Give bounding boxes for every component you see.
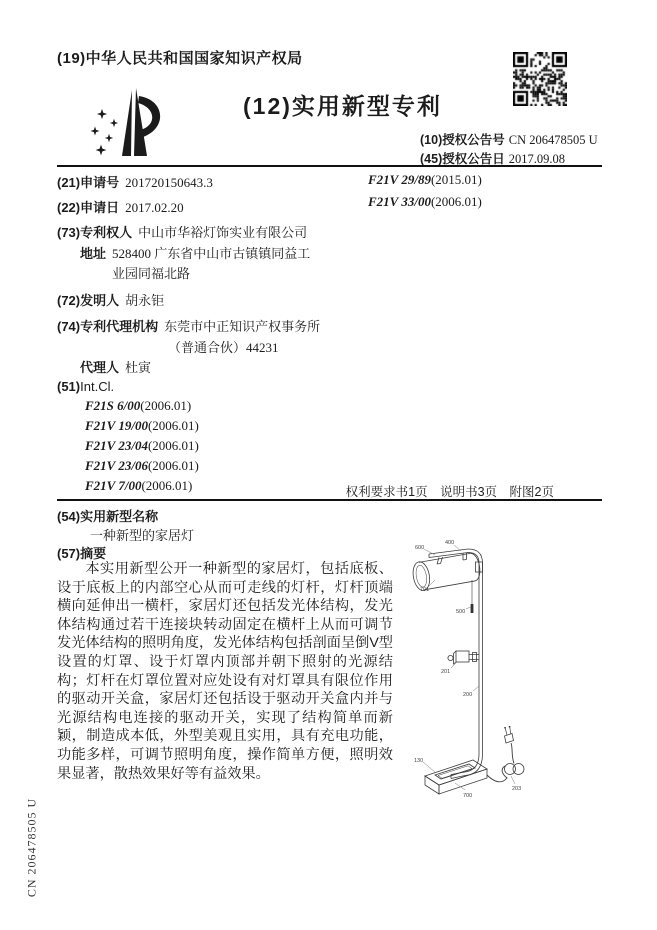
address-row (80, 243, 310, 262)
ipc-year: (2006.01) (141, 478, 193, 493)
publication-number (420, 130, 598, 148)
ipc-entry (85, 478, 192, 494)
application-number-row (57, 172, 213, 191)
abstract-label: (57)摘要 (57, 546, 107, 561)
ref-label-pole: 200 (463, 692, 473, 698)
address-line2: 业园同福北路 (112, 266, 191, 281)
ref-label-base: 700 (463, 793, 473, 799)
utility-model-name-label: (54)实用新型名称 (57, 509, 159, 524)
ipc-year: (2006.01) (147, 418, 199, 433)
agency-value: 东莞市中正知识产权事务所 (164, 319, 321, 334)
agency-row (57, 316, 320, 335)
pages-info: 权利要求书1页 说明书3页 附图2页 (345, 485, 554, 499)
ref-label-switch: 201 (441, 669, 451, 675)
drive-switch-box (448, 651, 479, 664)
agent-label: 代理人 (80, 360, 120, 375)
inventor-row (57, 290, 164, 309)
agent-value: 杜寅 (125, 360, 152, 375)
intcl-value: Int.Cl. (80, 379, 115, 394)
ipc-code: F21V 7/00 (85, 478, 142, 493)
application-number-value: 201720150643.3 (125, 175, 213, 190)
ref-label-base-slot: 130 (414, 758, 424, 764)
agent-row (80, 357, 151, 376)
address-line1: 528400 广东省中山市古镇镇同益工 (112, 246, 311, 261)
ref-label-bracket: 600 (415, 545, 425, 551)
publication-number-label: (10)授权公告号 (420, 133, 505, 147)
header-divider (57, 165, 602, 167)
lamp-pole (479, 563, 483, 754)
abstract-paragraph: 本实用新型公开一种新型的家居灯，包括底板、设于底板上的内部空心从而可走线的灯杆，灯杆顶端横向延伸出一横杆，家居灯还包括发光体结构，发光体结构通过若干连接块转动固定在横杆上从而可调节发光体结构的照明角度，发光体结构包括剖面呈倒V型设置的灯罩、设于灯罩内顶部并朝下照射的光源结构；灯杆在灯罩位置对应处设有对灯罩具有限位作用的驱动开关盒，家居灯还包括设于驱动开关盒内并与光源结构电连接的驱动开关，实现了结构简单而新颖，制造成本低，外型美观且实用，具有充电功能，功能多样，可调节照明角度，操作简单方便，照明效果显著，散热效果好等有益效果。 (57, 561, 393, 782)
application-date-value: 2017.02.20 (125, 200, 184, 215)
ipc-code: F21V 19/00 (85, 418, 148, 433)
power-cord (487, 726, 524, 782)
patentee-value: 中山市华裕灯饰实业有限公司 (138, 225, 308, 240)
patentee-label: (73)专利权人 (57, 225, 133, 240)
sidebar-publication-code: CN 206478505 U (24, 797, 39, 898)
ipc-code: F21V 23/06 (85, 458, 148, 473)
ipc-entry (85, 438, 199, 454)
utility-model-name-value: 一种新型的家居灯 (90, 528, 195, 543)
ipc-code: F21V 29/89 (368, 172, 431, 187)
intcl-row (57, 379, 114, 394)
publication-date-value: 2017.09.08 (508, 152, 565, 166)
inventor-label: (72)发明人 (57, 293, 120, 308)
inventor-value: 胡永钜 (125, 293, 165, 308)
ipc-entry (85, 398, 191, 414)
publication-number-value: CN 206478505 U (508, 133, 598, 147)
publication-date-label: (45)授权公告日 (420, 152, 505, 166)
pull-cord-weight (471, 604, 474, 613)
ipc-entry (368, 194, 482, 210)
ipc-year: (2006.01) (147, 438, 199, 453)
ipc-year: (2006.01) (140, 398, 192, 413)
ipc-entry (85, 458, 199, 474)
ipc-year: (2006.01) (430, 194, 482, 209)
base-plate (425, 760, 487, 794)
ipc-entry (85, 418, 199, 434)
qr-code (513, 52, 567, 106)
ref-label-shade: 701 (420, 587, 430, 593)
section-divider (57, 499, 602, 501)
ipc-entry (368, 172, 482, 188)
ref-label-power-cord: 203 (512, 786, 522, 792)
agency-label: (74)专利代理机构 (57, 319, 159, 334)
agency-line2: （普通合伙）44231 (168, 340, 279, 355)
intcl-label: (51) (57, 379, 81, 394)
patentee-row (57, 222, 307, 241)
address-label: 地址 (80, 246, 107, 261)
abstract-text (57, 560, 393, 783)
ipc-code: F21S 6/00 (85, 398, 141, 413)
lamp-shade (411, 552, 482, 592)
ipc-year: (2006.01) (147, 458, 199, 473)
patent-office-line: (19)中华人民共和国国家知识产权局 (57, 50, 303, 67)
ref-label-arm: 400 (445, 540, 455, 546)
patent-figure-floor-lamp (393, 532, 638, 817)
ipc-code: F21V 23/04 (85, 438, 148, 453)
plug (505, 734, 514, 744)
application-number-label: (21)申请号 (57, 175, 120, 190)
ipc-code: F21V 33/00 (368, 194, 431, 209)
ref-label-pull-cord: 500 (456, 609, 466, 615)
ipc-year: (2015.01) (430, 172, 482, 187)
application-date-row (57, 197, 184, 216)
sipo-emblem-icon (80, 84, 185, 166)
application-date-label: (22)申请日 (57, 200, 120, 215)
document-type-title: (12)实用新型专利 (243, 93, 442, 119)
